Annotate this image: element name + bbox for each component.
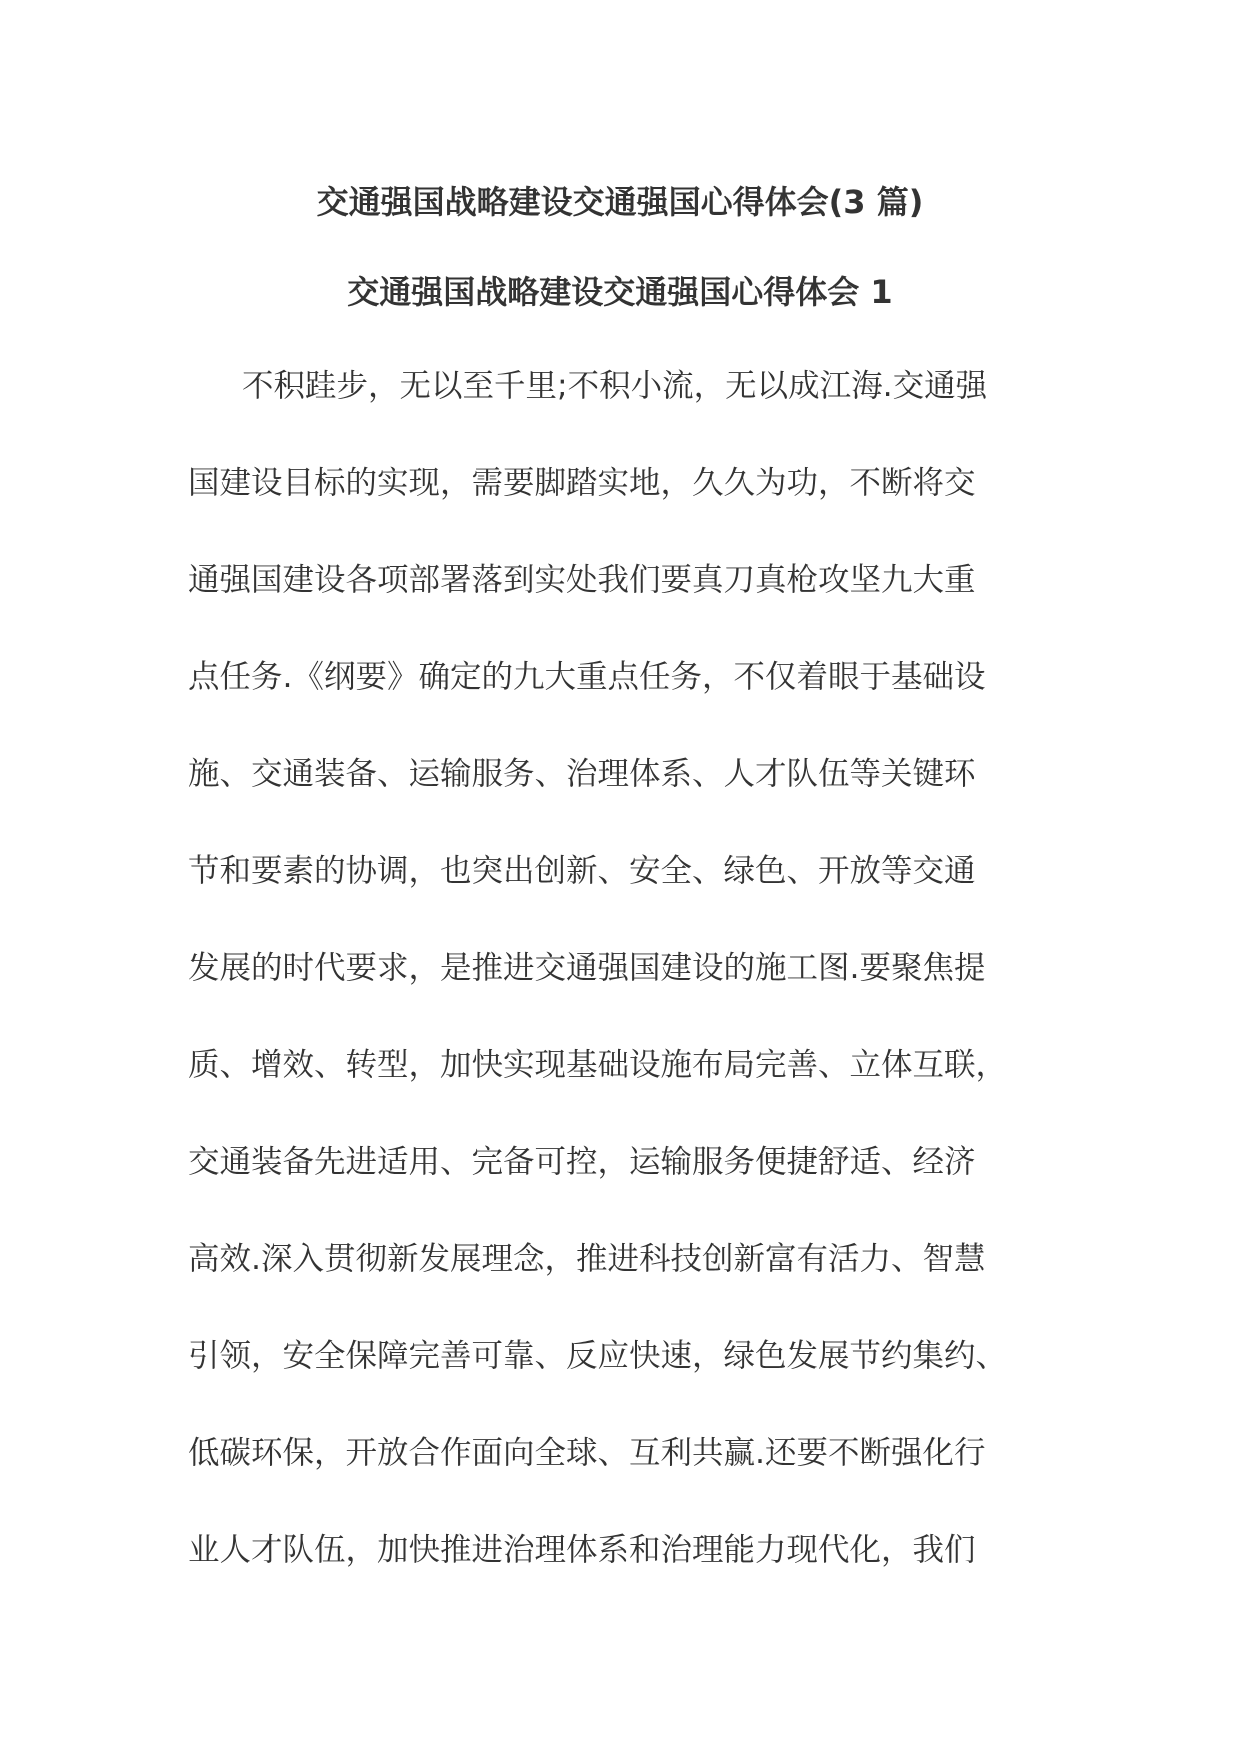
paragraph-line: 发展的时代要求，是推进交通强国建设的施工图.要聚焦提 bbox=[188, 950, 986, 986]
paragraph-line: 低碳环保，开放合作面向全球、互利共赢.还要不断强化行 bbox=[188, 1435, 986, 1471]
section-heading: 交通强国战略建设交通强国心得体会 1 bbox=[347, 273, 893, 311]
paragraph-line: 点任务.《纲要》确定的九大重点任务，不仅着眼于基础设 bbox=[188, 659, 986, 695]
paragraph-line: 通强国建设各项部署落到实处我们要真刀真枪攻坚九大重 bbox=[188, 562, 976, 598]
document-title: 交通强国战略建设交通强国心得体会(3 篇) bbox=[316, 183, 924, 221]
paragraph-line: 交通装备先进适用、完备可控，运输服务便捷舒适、经济 bbox=[188, 1144, 976, 1180]
paragraph-line: 业人才队伍，加快推进治理体系和治理能力现代化，我们 bbox=[188, 1532, 976, 1568]
paragraph-line: 不积跬步，无以至千里;不积小流，无以成江海.交通强 bbox=[242, 368, 988, 404]
paragraph-line: 高效.深入贯彻新发展理念，推进科技创新富有活力、智慧 bbox=[188, 1241, 986, 1277]
paragraph-line: 节和要素的协调，也突出创新、安全、绿色、开放等交通 bbox=[188, 853, 976, 889]
paragraph-line: 质、增效、转型，加快实现基础设施布局完善、立体互联， bbox=[188, 1047, 1008, 1083]
paragraph-line: 施、交通装备、运输服务、治理体系、人才队伍等关键环 bbox=[188, 756, 976, 792]
paragraph-line: 国建设目标的实现，需要脚踏实地，久久为功，不断将交 bbox=[188, 465, 976, 501]
paragraph-line: 引领，安全保障完善可靠、反应快速，绿色发展节约集约、 bbox=[188, 1338, 1008, 1374]
